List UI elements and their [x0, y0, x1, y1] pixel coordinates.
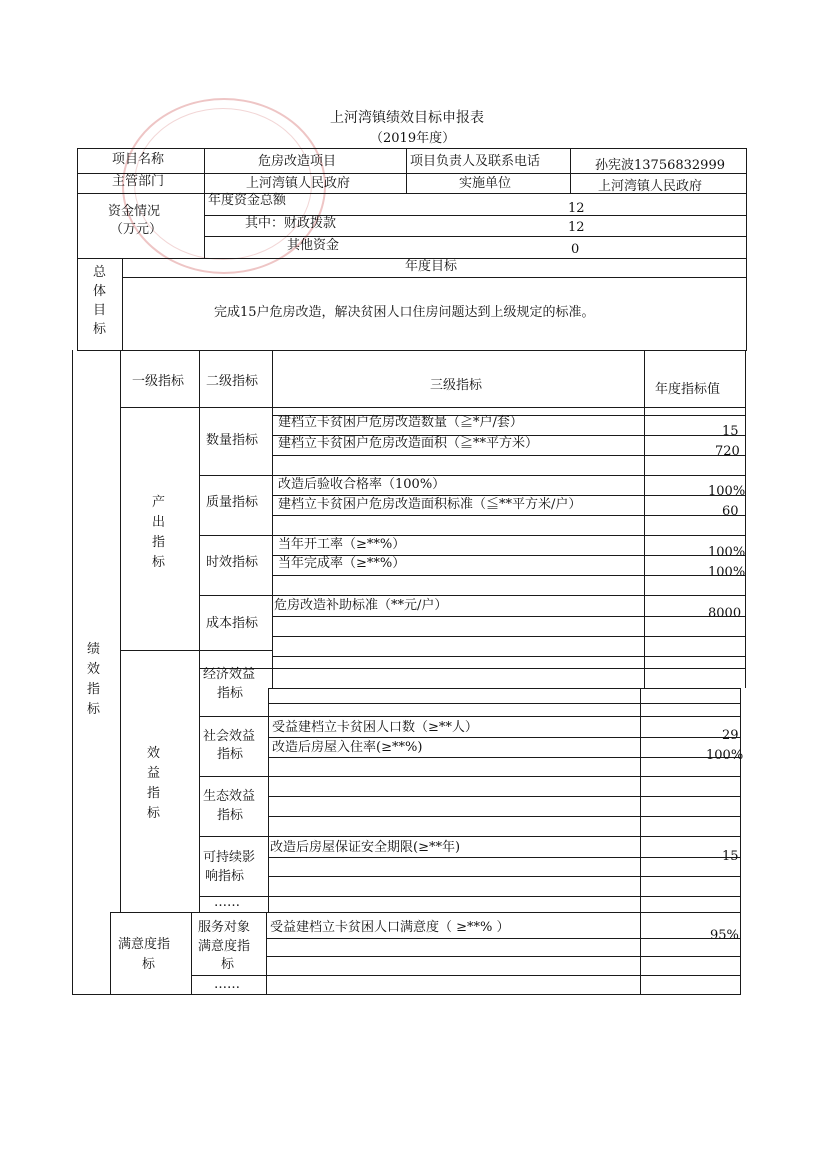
funds-label-line1: 资金情况	[108, 204, 161, 219]
project-name-label: 项目名称	[112, 152, 165, 167]
form-year: （2019年度）	[370, 131, 456, 146]
funds-other-value: 0	[571, 242, 580, 257]
social-value-1: 29	[722, 728, 739, 743]
ecological-label-2: 指标	[217, 808, 244, 823]
funds-label-line2: （万元）	[110, 222, 163, 237]
output-side-2: 出	[152, 515, 166, 530]
quality-value-1: 100%	[708, 484, 746, 499]
satisfaction-label-2: 标	[142, 957, 156, 972]
quantity-item-2: 建档立卡贫困户危房改造面积（≧**平方米）	[278, 436, 539, 451]
funds-fiscal-label: 其中：财政拨款	[245, 216, 337, 231]
benefit-side-4: 标	[147, 806, 161, 821]
contact-value: 孙宪波13756832999	[595, 158, 725, 173]
impl-value: 上河湾镇人民政府	[598, 179, 703, 194]
ellipsis-satisfaction: ……	[214, 977, 240, 992]
service-value-1: 95%	[710, 928, 739, 943]
sustainable-item-1: 改造后房屋保证安全期限(≥**年)	[270, 840, 461, 855]
benefit-side-3: 指	[147, 786, 161, 801]
dept-label: 主管部门	[112, 174, 165, 189]
satisfaction-label-1: 满意度指	[118, 937, 171, 952]
perf-side-1: 绩	[87, 642, 101, 657]
output-side-1: 产	[152, 495, 166, 510]
overall-side-1: 总	[93, 265, 107, 280]
social-item-1: 受益建档立卡贫困人口数（≥**人）	[272, 720, 478, 735]
overall-side-3: 目	[93, 303, 107, 318]
timeliness-value-2: 100%	[708, 565, 746, 580]
quality-item-1: 改造后验收合格率（100%）	[278, 477, 446, 492]
quality-item-2: 建档立卡贫困户危房改造面积标准（≦**平方米/户）	[278, 497, 582, 512]
quantity-value-1: 15	[722, 424, 739, 439]
benefit-side-1: 效	[147, 746, 161, 761]
sustainable-label-1: 可持续影	[203, 850, 256, 865]
col-level2-header: 二级指标	[206, 374, 259, 389]
output-side-4: 标	[152, 555, 166, 570]
quality-value-2: 60	[722, 504, 739, 519]
economic-label-2: 指标	[217, 686, 244, 701]
ecological-label-1: 生态效益	[203, 789, 256, 804]
perf-side-4: 标	[87, 702, 101, 717]
col-level3-header: 三级指标	[430, 378, 483, 393]
form-title: 上河湾镇绩效目标申报表	[330, 110, 484, 126]
quality-label: 质量指标	[206, 495, 259, 510]
ellipsis-perf: ……	[214, 895, 240, 910]
service-label-3: 标	[221, 957, 235, 972]
annual-goal-label: 年度目标	[405, 259, 458, 274]
quantity-value-2: 720	[715, 444, 740, 459]
cost-value-1: 8000	[708, 606, 742, 621]
impl-label: 实施单位	[459, 176, 512, 191]
funds-total-value: 12	[568, 201, 585, 216]
overall-side-2: 体	[93, 284, 107, 299]
benefit-side-2: 益	[147, 766, 161, 781]
perf-side-3: 指	[87, 682, 101, 697]
economic-label-1: 经济效益	[203, 667, 256, 682]
funds-total-label: 年度资金总额	[208, 193, 287, 208]
timeliness-value-1: 100%	[708, 545, 746, 560]
cost-label: 成本指标	[206, 616, 259, 631]
funds-fiscal-value: 12	[568, 220, 585, 235]
overall-side-4: 标	[93, 322, 107, 337]
output-side-3: 指	[152, 535, 166, 550]
dept-value: 上河湾镇人民政府	[246, 176, 351, 191]
col-value-header: 年度指标值	[655, 382, 721, 397]
service-item-1: 受益建档立卡贫困人口满意度（ ≥**% ）	[270, 920, 510, 935]
quantity-item-1: 建档立卡贫困户危房改造数量（≧*户/套）	[278, 415, 523, 430]
sustainable-value-1: 15	[722, 849, 739, 864]
contact-label: 项目负责人及联系电话	[410, 154, 541, 169]
perf-side-2: 效	[87, 662, 101, 677]
cost-item-1: 危房改造补助标准（**元/户）	[274, 598, 448, 613]
social-label-1: 社会效益	[203, 729, 256, 744]
social-item-2: 改造后房屋入住率(≥**%)	[272, 740, 423, 755]
sustainable-label-2: 响指标	[205, 869, 245, 884]
social-label-2: 指标	[217, 747, 244, 762]
col-level1-header: 一级指标	[132, 374, 185, 389]
service-label-1: 服务对象	[198, 920, 251, 935]
funds-other-label: 其他资金	[287, 238, 340, 253]
timeliness-item-1: 当年开工率（≥**%）	[278, 537, 406, 552]
quantity-label: 数量指标	[206, 433, 259, 448]
service-label-2: 满意度指	[198, 939, 251, 954]
timeliness-label: 时效指标	[206, 555, 259, 570]
social-value-2: 100%	[706, 748, 744, 763]
project-name-value: 危房改造项目	[258, 154, 337, 169]
timeliness-item-2: 当年完成率（≥**%）	[278, 556, 406, 571]
annual-goal-text: 完成15户危房改造，解决贫困人口住房问题达到上级规定的标准。	[214, 305, 595, 320]
